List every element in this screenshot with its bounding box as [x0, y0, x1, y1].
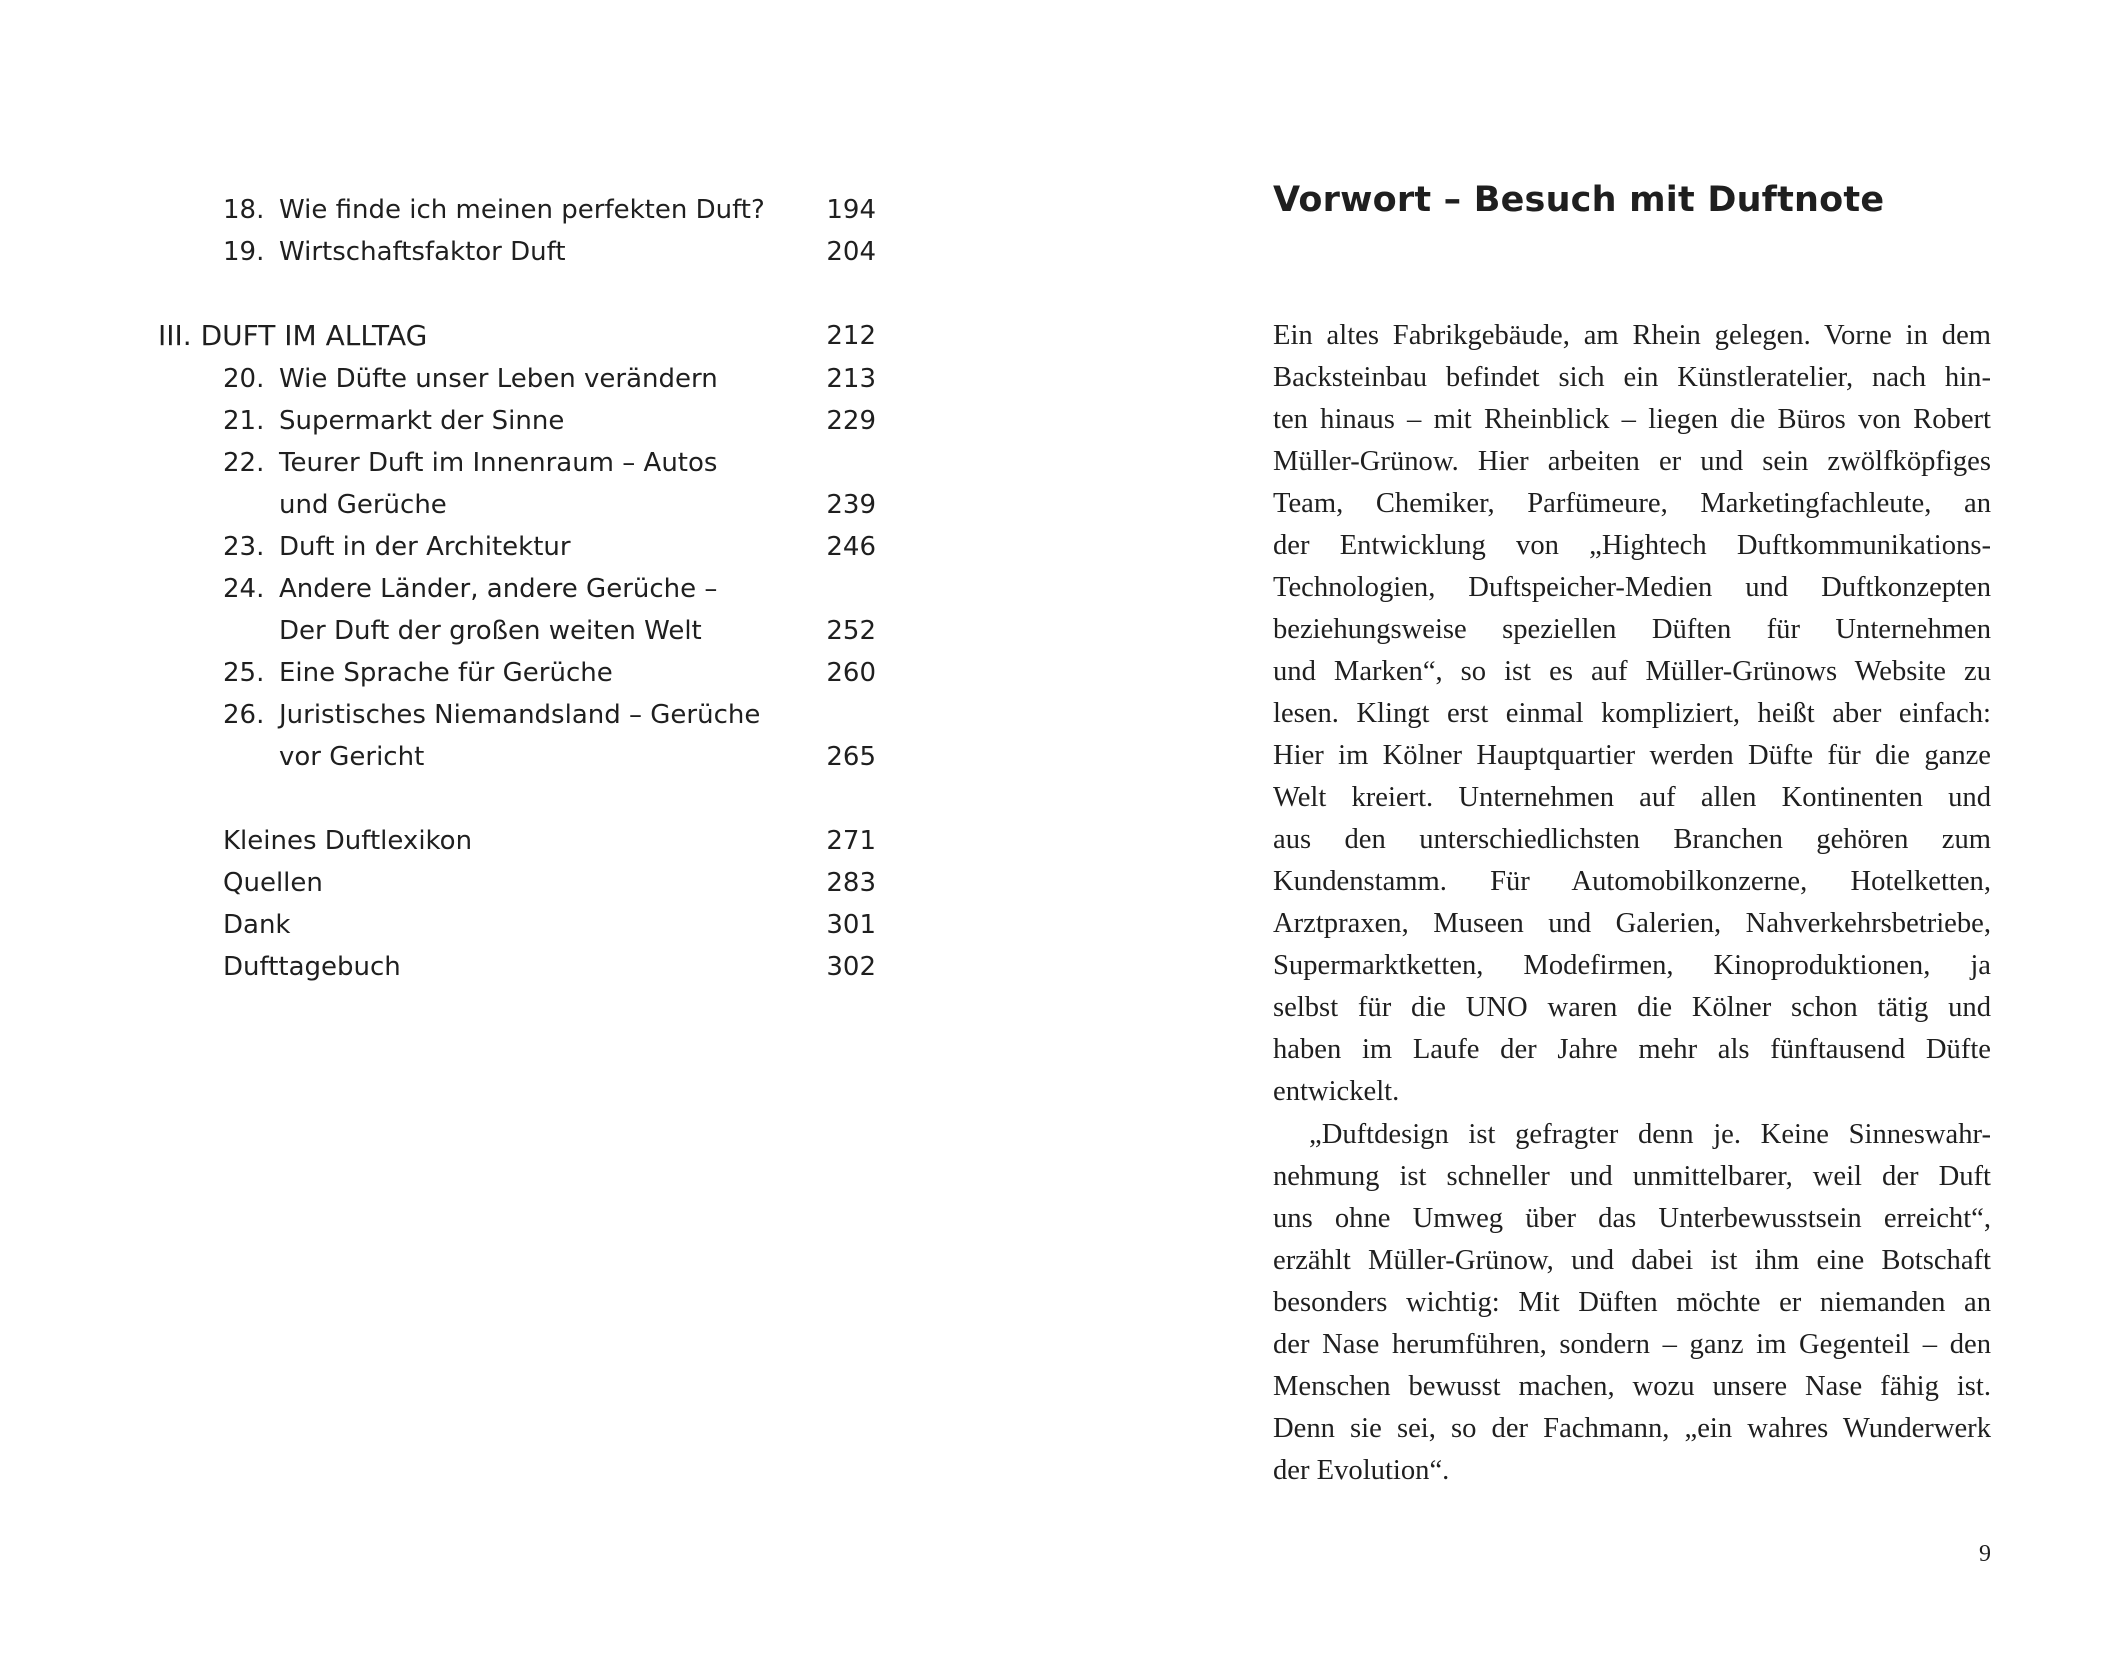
- foreword-text-line: selbst für die UNO waren die Kölner schon tätig und: [1273, 992, 1991, 1023]
- toc-entry-page: 260: [826, 658, 876, 688]
- foreword-text-line: ten hinaus – mit Rheinblick – liegen die Büros von Robert: [1273, 404, 1991, 435]
- toc-entry: [0, 400, 1063, 442]
- foreword-text-line: Hier im Kölner Hauptquartier werden Düfte für die ganze: [1273, 740, 1991, 771]
- toc-entry: [0, 231, 1063, 273]
- foreword-text-line: Müller-Grünow. Hier arbeiten er und sein zwölfköpfiges: [1273, 446, 1991, 477]
- toc-entry-continuation: [0, 610, 1063, 652]
- foreword-text-line: besonders wichtig: Mit Düften möchte er niemanden an: [1273, 1287, 1991, 1318]
- toc-entry: [0, 189, 1063, 231]
- toc-entry-title-line2: vor Gericht: [279, 742, 425, 772]
- toc-appendix-title: Dank: [223, 910, 291, 940]
- foreword-text-line: Ein altes Fabrikgebäude, am Rhein gelegen. Vorne in dem: [1273, 320, 1991, 351]
- toc-entry-page: 213: [826, 364, 876, 394]
- foreword-text-line: aus den unterschiedlichsten Branchen gehören zum: [1273, 824, 1991, 855]
- toc-appendix-title: Kleines Duftlexikon: [223, 826, 473, 856]
- foreword-text-line: Arztpraxen, Museen und Galerien, Nahverkehrsbetriebe,: [1273, 908, 1991, 939]
- toc-appendix-entry: [0, 904, 1063, 946]
- foreword-text-line: Technologien, Duftspeicher-Medien und Duftkonzepten: [1273, 572, 1991, 603]
- toc-entry-page: 239: [826, 490, 876, 520]
- toc-entry-title-line2: und Gerüche: [279, 490, 447, 520]
- toc-entry: [0, 358, 1063, 400]
- foreword-text-line: Backsteinbau befindet sich ein Künstleratelier, nach hin-: [1273, 362, 1991, 393]
- toc-entry-title: Wie finde ich meinen perfekten Duft?: [279, 195, 765, 225]
- toc-entry-continuation: [0, 484, 1063, 526]
- toc-entry-page: 246: [826, 532, 876, 562]
- toc-appendix-entry: [0, 946, 1063, 988]
- foreword-text-line: Menschen bewusst machen, wozu unsere Nase fähig ist.: [1273, 1371, 1991, 1402]
- foreword-title: Vorwort – Besuch mit Duftnote: [1273, 180, 1885, 220]
- toc-part-heading: [0, 315, 1063, 357]
- toc-entry: [0, 442, 1063, 484]
- foreword-text-line: der Nase herumführen, sondern – ganz im Gegenteil – den: [1273, 1329, 1991, 1360]
- toc-entry-title: Duft in der Architektur: [279, 532, 571, 562]
- toc-entry-title-line2: Der Duft der großen weiten Welt: [279, 616, 702, 646]
- toc-entry-number: 24.: [223, 574, 265, 604]
- toc-part-title: III. DUFT IM ALLTAG: [158, 319, 428, 352]
- toc-appendix-title: Quellen: [223, 868, 323, 898]
- toc-appendix-page: 301: [826, 910, 876, 940]
- page-number: 9: [1979, 1541, 1991, 1567]
- toc-entry: [0, 652, 1063, 694]
- toc-entry-number: 23.: [223, 532, 265, 562]
- foreword-text-line: uns ohne Umweg über das Unterbewusstsein erreicht“,: [1273, 1203, 1991, 1234]
- foreword-text-line: „Duftdesign ist gefragter denn je. Keine Sinneswahr-: [1309, 1119, 1991, 1150]
- foreword-text-line: haben im Laufe der Jahre mehr als fünftausend Düfte: [1273, 1034, 1991, 1065]
- toc-entry: [0, 526, 1063, 568]
- foreword-text-line: entwickelt.: [1273, 1076, 1400, 1107]
- foreword-text-line: Kundenstamm. Für Automobilkonzerne, Hotelketten,: [1273, 866, 1991, 897]
- toc-entry-page: 204: [826, 237, 876, 267]
- toc-appendix-entry: [0, 862, 1063, 904]
- toc-appendix-page: 283: [826, 868, 876, 898]
- toc-part-page: 212: [826, 321, 876, 351]
- foreword-text-line: und Marken“, so ist es auf Müller-Grünows Website zu: [1273, 656, 1991, 687]
- toc-entry-number: 19.: [223, 237, 265, 267]
- toc-appendix-page: 271: [826, 826, 876, 856]
- toc-entry-number: 21.: [223, 406, 265, 436]
- toc-entry-continuation: [0, 736, 1063, 778]
- foreword-text-line: beziehungsweise speziellen Düften für Unternehmen: [1273, 614, 1991, 645]
- toc-entry-number: 25.: [223, 658, 265, 688]
- foreword-text-line: Denn sie sei, so der Fachmann, „ein wahres Wunderwerk: [1273, 1413, 1991, 1444]
- toc-entry-title: Eine Sprache für Gerüche: [279, 658, 613, 688]
- toc-entry-number: 22.: [223, 448, 265, 478]
- foreword-text-line: Supermarktketten, Modefirmen, Kinoproduktionen, ja: [1273, 950, 1991, 981]
- toc-appendix-entry: [0, 820, 1063, 862]
- toc-entry-number: 26.: [223, 700, 265, 730]
- toc-appendix-page: 302: [826, 952, 876, 982]
- toc-entry: [0, 694, 1063, 736]
- toc-entry: [0, 568, 1063, 610]
- toc-appendix-title: Dufttagebuch: [223, 952, 401, 982]
- toc-entry-number: 20.: [223, 364, 265, 394]
- foreword-text-line: Team, Chemiker, Parfümeure, Marketingfachleute, an: [1273, 488, 1991, 519]
- toc-entry-title: Supermarkt der Sinne: [279, 406, 565, 436]
- toc-entry-title: Andere Länder, andere Gerüche –: [279, 574, 718, 604]
- toc-entry-page: 252: [826, 616, 876, 646]
- toc-entry-page: 229: [826, 406, 876, 436]
- foreword-text-line: erzählt Müller-Grünow, und dabei ist ihm eine Botschaft: [1273, 1245, 1991, 1276]
- foreword-text-line: der Evolution“.: [1273, 1455, 1450, 1486]
- toc-entry-number: 18.: [223, 195, 265, 225]
- foreword-text-line: lesen. Klingt erst einmal kompliziert, heißt aber einfach:: [1273, 698, 1991, 729]
- foreword-text-line: Welt kreiert. Unternehmen auf allen Kontinenten und: [1273, 782, 1991, 813]
- toc-entry-page: 194: [826, 195, 876, 225]
- toc-entry-title: Wie Düfte unser Leben verändern: [279, 364, 718, 394]
- toc-entry-title: Teurer Duft im Innenraum – Autos: [279, 448, 718, 478]
- foreword-text-line: nehmung ist schneller und unmittelbarer, weil der Duft: [1273, 1161, 1991, 1192]
- toc-entry-page: 265: [826, 742, 876, 772]
- toc-entry-title: Juristisches Niemandsland – Gerüche: [279, 700, 761, 730]
- toc-entry-title: Wirtschaftsfaktor Duft: [279, 237, 566, 267]
- foreword-text-line: der Entwicklung von „Hightech Duftkommunikations-: [1273, 530, 1991, 561]
